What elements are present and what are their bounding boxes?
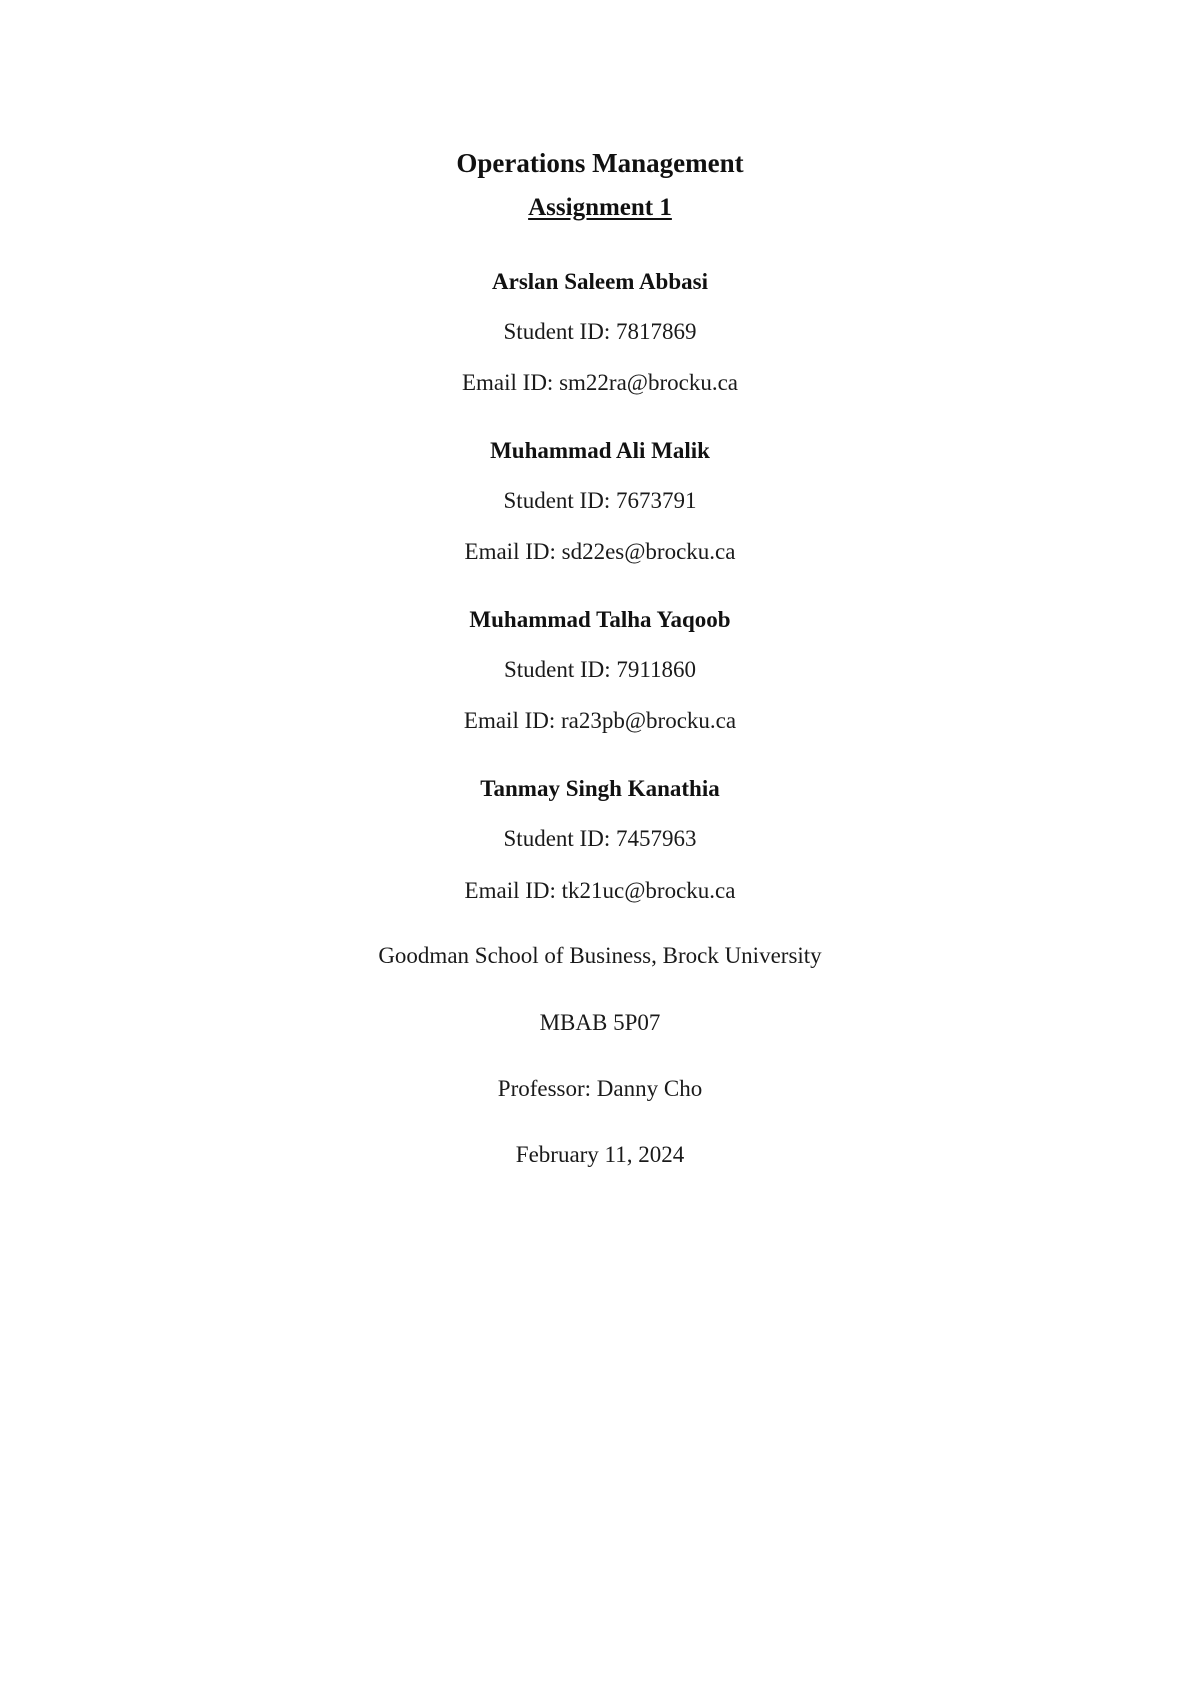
document-title: Operations Management	[456, 148, 744, 178]
member-name: Muhammad Ali Malik	[490, 438, 710, 463]
member-email: Email ID: sd22es@brocku.ca	[464, 539, 736, 564]
submission-date: February 11, 2024	[515, 1142, 685, 1167]
professor-name: Professor: Danny Cho	[497, 1076, 703, 1101]
member-student-id: Student ID: 7457963	[503, 826, 697, 851]
school-name: Goodman School of Business, Brock University	[378, 943, 822, 968]
assignment-subtitle: Assignment 1	[528, 194, 672, 221]
member-student-id: Student ID: 7911860	[503, 657, 697, 682]
member-email: Email ID: ra23pb@brocku.ca	[463, 708, 737, 733]
course-code: MBAB 5P07	[539, 1010, 661, 1035]
member-email: Email ID: tk21uc@brocku.ca	[464, 878, 736, 903]
member-name: Arslan Saleem Abbasi	[492, 269, 708, 294]
member-student-id: Student ID: 7673791	[503, 488, 697, 513]
member-name: Muhammad Talha Yaqoob	[469, 607, 731, 632]
member-student-id: Student ID: 7817869	[503, 319, 697, 344]
member-email: Email ID: sm22ra@brocku.ca	[461, 370, 738, 395]
member-name: Tanmay Singh Kanathia	[480, 776, 720, 801]
